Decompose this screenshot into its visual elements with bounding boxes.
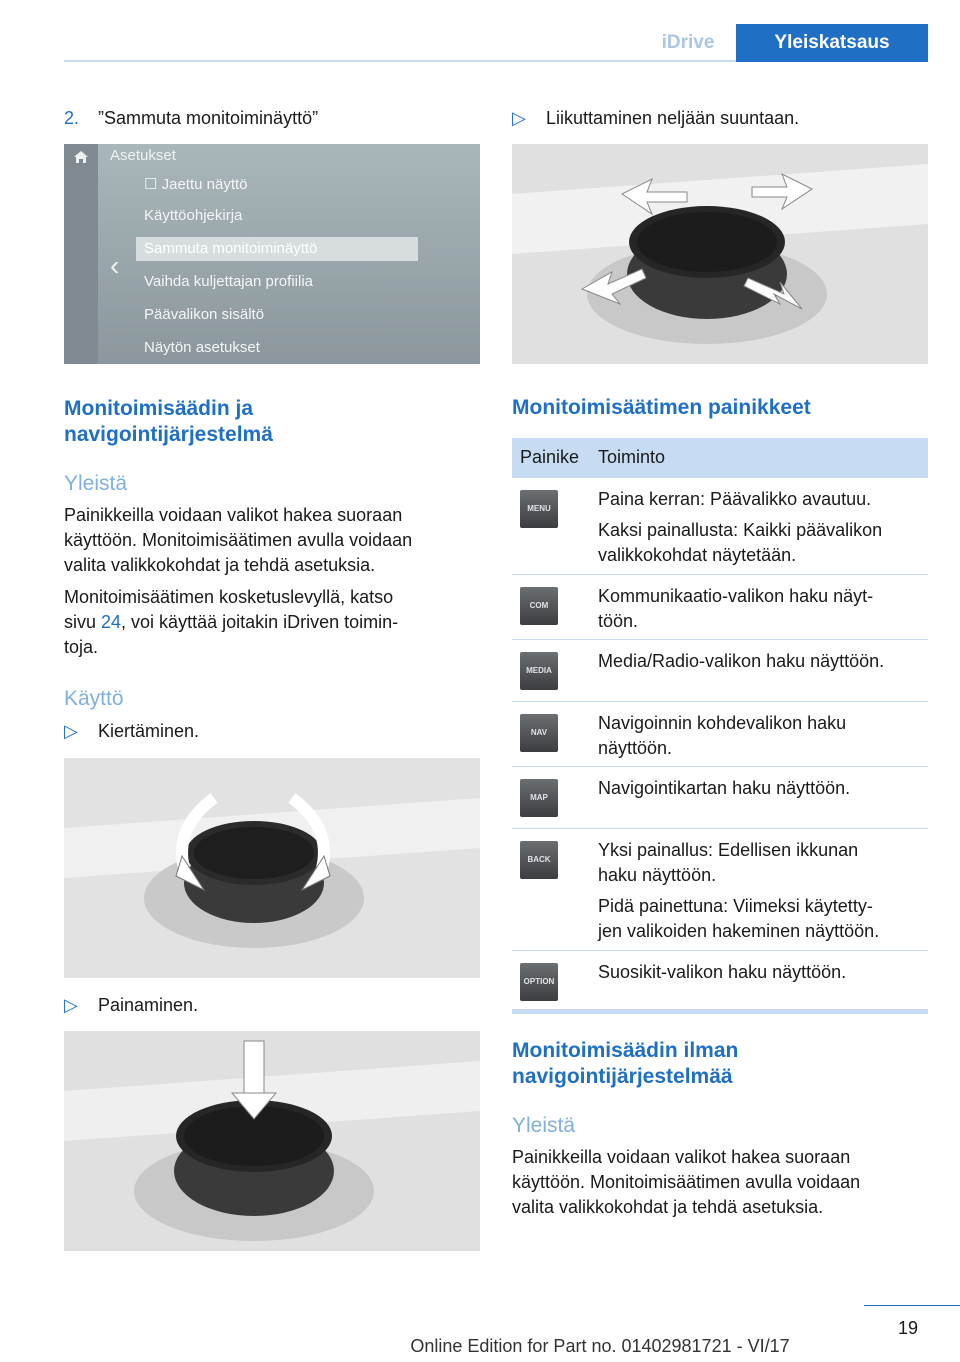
paragraph-line: valita valikkokohdat ja tehdä asetuksia. bbox=[64, 555, 376, 575]
function-line: Media/Radio-valikon haku näyttöön. bbox=[598, 651, 885, 671]
page-link[interactable]: 24 bbox=[101, 612, 122, 632]
table-row bbox=[512, 767, 928, 829]
bullet-text: Liikuttaminen neljään suuntaan. bbox=[546, 108, 800, 128]
table-row bbox=[512, 575, 928, 640]
function-line: näyttöön. bbox=[598, 738, 673, 758]
header-section: iDrive bbox=[661, 32, 715, 53]
function-line: Navigoinnin kohdevalikon haku bbox=[598, 713, 847, 733]
paragraph-touchpad bbox=[64, 585, 464, 660]
heading-line: Monitoimisäädin ilman bbox=[512, 1039, 739, 1062]
menu-item-turn-off-display[interactable]: Sammuta monitoiminäyttö bbox=[144, 240, 318, 257]
function-text bbox=[598, 584, 928, 634]
function-text bbox=[598, 960, 928, 985]
subheading-general-2: Yleistä bbox=[512, 1114, 576, 1137]
option-button-icon: OPTION bbox=[520, 963, 558, 1001]
footer-rule bbox=[864, 1305, 960, 1306]
step-number: 2. bbox=[64, 108, 80, 128]
menu-title: Asetukset bbox=[110, 147, 176, 164]
bullet-triangle-icon: ▷ bbox=[512, 108, 526, 128]
function-line: Navigointikartan haku näyttöön. bbox=[598, 778, 851, 798]
menu-sidebar bbox=[64, 144, 98, 364]
page-number: 19 bbox=[897, 1318, 918, 1338]
text-span: sivu bbox=[64, 612, 102, 632]
menu-item-split-screen[interactable]: ☐ Jaettu näyttö bbox=[144, 176, 248, 193]
menu-item-driver-profile[interactable]: Vaihda kuljettajan profiilia bbox=[144, 273, 313, 290]
paragraph-line bbox=[64, 610, 464, 635]
paragraph-line: käyttöön. Monitoimisäätimen avulla voidaan bbox=[64, 530, 413, 550]
home-icon bbox=[73, 149, 89, 165]
bullet-triangle-icon: ▷ bbox=[64, 995, 78, 1015]
paragraph-line: Painikkeilla voidaan valikot hakea suoraan bbox=[64, 505, 403, 525]
edition-note: Online Edition for Part no. 01402981721 - VI/17 bbox=[410, 1336, 790, 1356]
table-row bbox=[512, 951, 928, 1011]
controller-press-photo bbox=[64, 1031, 480, 1251]
menu-item-manual[interactable]: Käyttöohjekirja bbox=[144, 207, 243, 224]
section-heading-controller-nav bbox=[64, 396, 273, 448]
heading-line: navigointijärjestelmä bbox=[64, 423, 273, 446]
back-button-icon: BACK bbox=[520, 841, 558, 879]
function-text bbox=[598, 487, 928, 568]
controller-move-illustration bbox=[512, 144, 928, 364]
function-line: Kommunikaatio-valikon haku näyt- bbox=[598, 586, 874, 606]
menu-item-main-menu-content[interactable]: Päävalikon sisältö bbox=[144, 306, 265, 323]
function-line: Pidä painettuna: Viimeksi käytetty- bbox=[598, 896, 873, 916]
function-line: haku näyttöön. bbox=[598, 865, 717, 885]
table-row bbox=[512, 702, 928, 767]
menu-button-icon: MENU bbox=[520, 490, 558, 528]
media-button-icon: MEDIA bbox=[520, 652, 558, 690]
bullet-triangle-icon: ▷ bbox=[64, 721, 78, 741]
menu-item-display-settings[interactable]: Näytön asetukset bbox=[144, 339, 260, 356]
function-line: töön. bbox=[598, 611, 639, 631]
com-button-icon: COM bbox=[520, 587, 558, 625]
step-text: ”Sammuta monitoiminäyttö” bbox=[98, 108, 319, 128]
function-text bbox=[598, 711, 928, 761]
table-row bbox=[512, 640, 928, 702]
table-row bbox=[512, 478, 928, 575]
settings-menu-screenshot bbox=[64, 144, 480, 364]
bullet-text: Painaminen. bbox=[98, 995, 199, 1015]
function-text bbox=[598, 649, 928, 674]
function-line: valikkokohdat näytetään. bbox=[598, 545, 797, 565]
controller-rotate-photo bbox=[64, 758, 480, 978]
heading-line: Monitoimisäädin ja bbox=[64, 397, 254, 420]
column-header-button: Painike bbox=[520, 447, 580, 467]
function-line: Yksi painallus: Edellisen ikkunan bbox=[598, 840, 859, 860]
paragraph-line: toja. bbox=[64, 637, 99, 657]
function-text bbox=[598, 838, 928, 944]
paragraph-line: Painikkeilla voidaan valikot hakea suoraan bbox=[512, 1147, 851, 1167]
table-row bbox=[512, 829, 928, 951]
table-header bbox=[512, 438, 928, 478]
header-chapter: Yleiskatsaus bbox=[736, 24, 928, 62]
section-heading-buttons: Monitoimisäätimen painikkeet bbox=[512, 396, 811, 419]
paragraph-general-2 bbox=[512, 1145, 912, 1220]
function-line: jen valikoiden hakeminen näyttöön. bbox=[598, 921, 880, 941]
controller-press-illustration bbox=[64, 1031, 480, 1251]
subheading-use: Käyttö bbox=[64, 687, 124, 710]
bullet-text: Kiertäminen. bbox=[98, 721, 200, 741]
heading-line: navigointijärjestelmää bbox=[512, 1065, 733, 1088]
column-header-function: Toiminto bbox=[598, 447, 666, 467]
paragraph-line: Monitoimisäätimen kosketuslevyllä, katso bbox=[64, 587, 394, 607]
paragraph-line: käyttöön. Monitoimisäätimen avulla voidaan bbox=[512, 1172, 861, 1192]
nav-button-icon: NAV bbox=[520, 714, 558, 752]
text-span: , voi käyttää joitakin iDriven toimin- bbox=[121, 612, 399, 632]
buttons-table bbox=[512, 438, 928, 1011]
map-button-icon: MAP bbox=[520, 779, 558, 817]
subheading-general: Yleistä bbox=[64, 472, 128, 495]
controller-move-photo bbox=[512, 144, 928, 364]
paragraph-line: valita valikkokohdat ja tehdä asetuksia. bbox=[512, 1197, 824, 1217]
section-heading-controller-no-nav bbox=[512, 1038, 738, 1090]
paragraph-general bbox=[64, 503, 464, 578]
controller-rotate-illustration bbox=[64, 758, 480, 978]
function-line: Suosikit-valikon haku näyttöön. bbox=[598, 962, 847, 982]
function-line: Paina kerran: Päävalikko avautuu. bbox=[598, 489, 872, 509]
table-bottom-rule bbox=[512, 1009, 928, 1014]
function-text bbox=[598, 776, 928, 801]
chevron-left-icon: ‹ bbox=[110, 250, 120, 281]
function-line: Kaksi painallusta: Kaikki päävalikon bbox=[598, 520, 883, 540]
